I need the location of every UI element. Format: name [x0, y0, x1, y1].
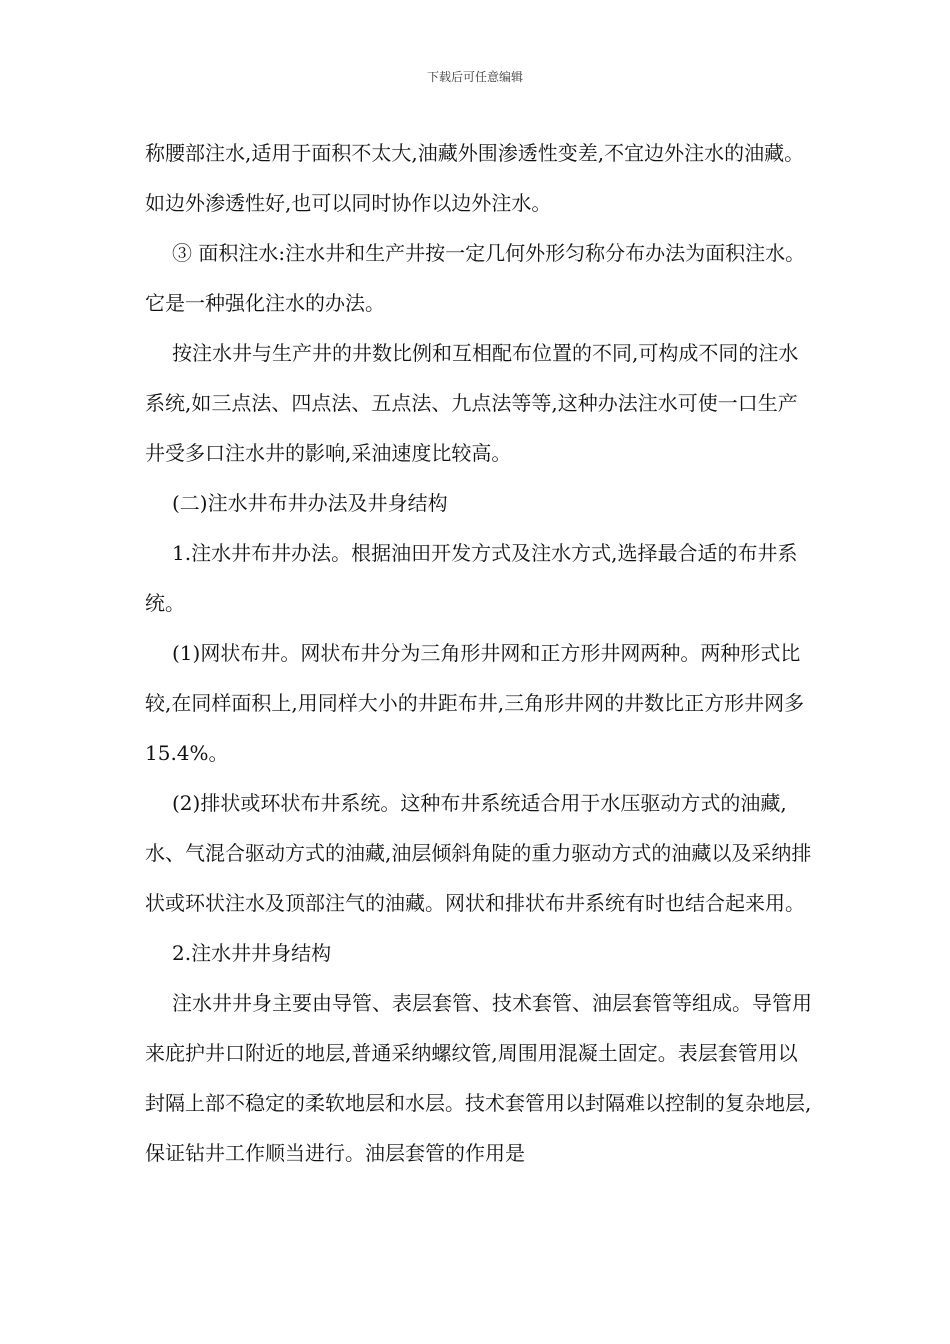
paragraph-9: 注水井井身主要由导管、表层套管、技术套管、油层套管等组成。导管用来庇护井口附近的地层,普通采纳螺纹管,周围用混凝土固定。表层套管用以封隔上部不稳定的柔软地层和水层。技术套管用以封隔难以控制的复杂地层,保证钻井工作顺当进行。油层套管的作用是	[145, 991, 812, 1165]
paragraph-7: (2)排状或环状布井系统。这种布井系统适合用于水压驱动方式的油藏,水、气混合驱动方式的油藏,油层倾斜角陡的重力驱动方式的油藏以及采纳排状或环状注水及顶部注气的油藏。网状和排状布井系统有时也结合起来用。	[145, 791, 812, 915]
paragraph-8: 2.注水井井身结构	[172, 941, 332, 965]
paragraph-4: (二)注水井布井办法及井身结构	[172, 491, 448, 515]
paragraph-1: 称腰部注水,适用于面积不太大,油藏外围渗透性变差,不宜边外注水的油藏。如边外渗透性好,也可以同时协作以边外注水。	[145, 141, 805, 215]
document-body	[145, 128, 815, 1178]
page-header: 下载后可任意编辑	[426, 70, 523, 84]
paragraph-6: (1)网状布井。网状布井分为三角形井网和正方形井网两种。两种形式比较,在同样面积上,用同样大小的井距布井,三角形井网的井数比正方形井网多15.4%。	[145, 641, 805, 765]
paragraph-3: 按注水井与生产井的井数比例和互相配布位置的不同,可构成不同的注水系统,如三点法、四点法、五点法、九点法等等,这种办法注水可使一口生产井受多口注水井的影响,采油速度比较高。	[145, 341, 799, 465]
paragraph-5: 1.注水井布井办法。根据油田开发方式及注水方式,选择最合适的布井系统。	[145, 541, 798, 615]
paragraph-2: ③ 面积注水:注水井和生产井按一定几何外形匀称分布办法为面积注水。它是一种强化注水的办法。	[145, 241, 806, 315]
